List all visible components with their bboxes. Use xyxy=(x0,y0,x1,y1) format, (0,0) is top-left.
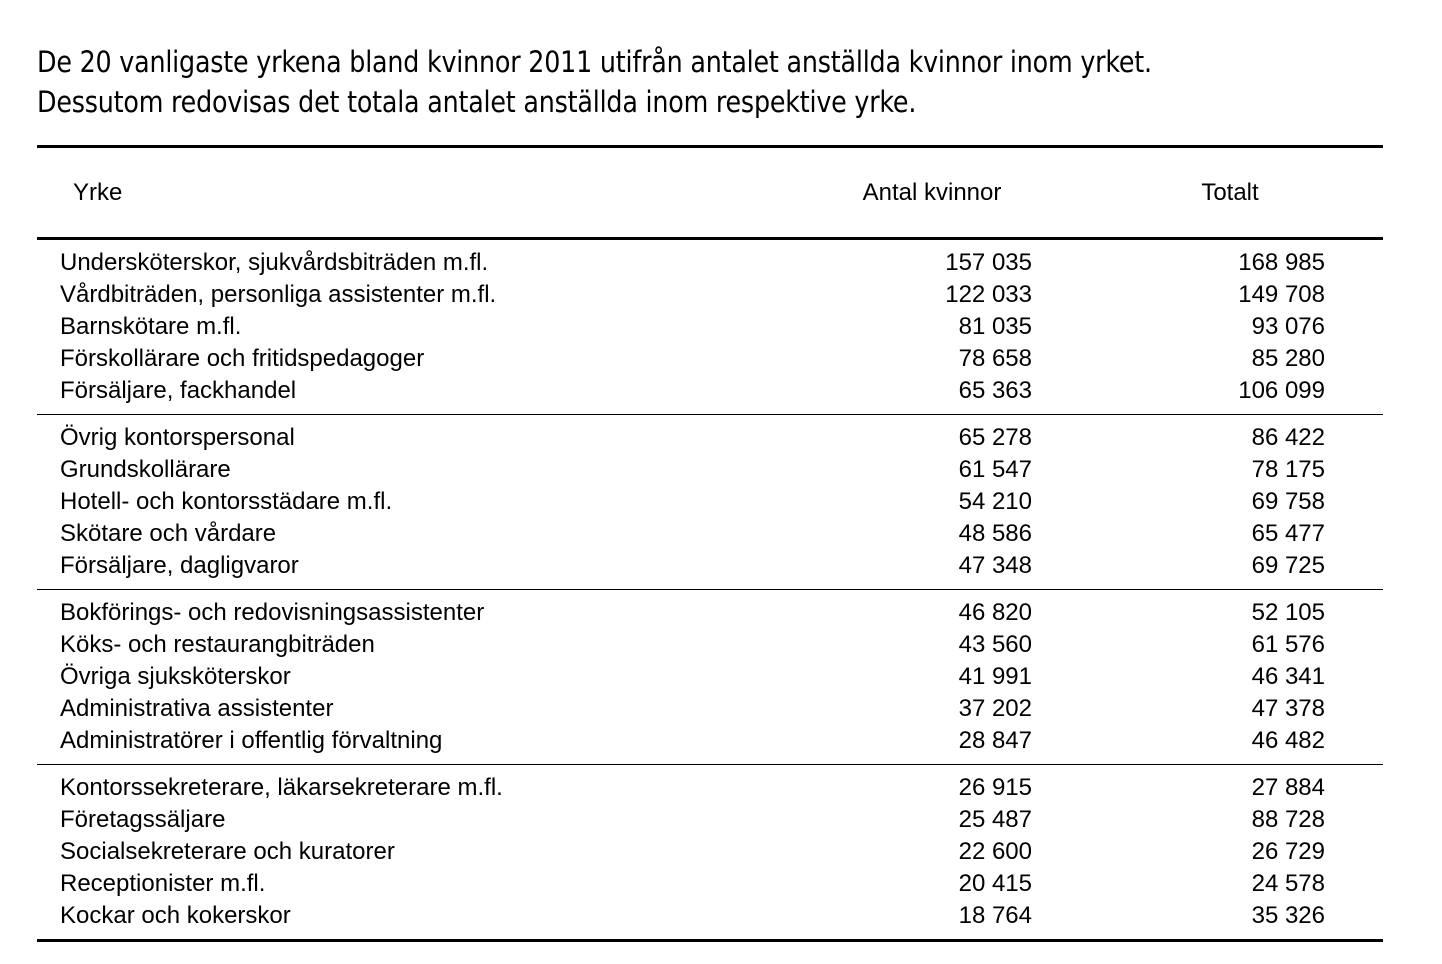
table-row xyxy=(37,693,1383,725)
cell-antal-kvinnor: 61 547 xyxy=(958,456,1032,483)
cell-yrke: Receptionister m.fl. xyxy=(60,870,266,897)
cell-antal-kvinnor: 41 991 xyxy=(958,663,1032,690)
cell-totalt: 35 326 xyxy=(1087,900,1383,941)
table-row xyxy=(37,868,1383,900)
cell-antal-kvinnor: 25 487 xyxy=(958,806,1032,833)
page-title-line-1: De 20 vanligaste yrkena bland kvinnor 2011 utifrån antalet anställda kvinnor inom yrket. xyxy=(37,45,1152,79)
table-row xyxy=(37,804,1383,836)
cell-totalt: 26 729 xyxy=(1251,838,1325,865)
cell-yrke: Socialsekreterare och kuratorer xyxy=(60,838,395,865)
column-header-antal-kvinnor: Antal kvinnor xyxy=(797,147,1087,239)
table-body xyxy=(37,239,1383,941)
cell-yrke: Grundskollärare xyxy=(60,456,231,483)
cell-yrke: Företagssäljare xyxy=(60,806,226,833)
table-row xyxy=(37,550,1383,590)
cell-yrke: Övriga sjuksköterskor xyxy=(60,663,291,690)
cell-antal-kvinnor: 81 035 xyxy=(958,313,1032,340)
cell-antal-kvinnor: 46 820 xyxy=(958,599,1032,626)
cell-antal-kvinnor: 65 363 xyxy=(797,375,1087,415)
cell-totalt: 88 728 xyxy=(1251,806,1325,833)
page-title-line-2: Dessutom redovisas det totala antalet anställda inom respektive yrke. xyxy=(37,85,917,119)
cell-totalt: 69 725 xyxy=(1087,550,1383,590)
table-row xyxy=(37,765,1383,805)
column-header-yrke: Yrke xyxy=(37,147,797,239)
cell-totalt: 65 477 xyxy=(1251,520,1325,547)
cell-antal-kvinnor: 78 658 xyxy=(958,345,1032,372)
cell-yrke: Undersköterskor, sjukvårdsbiträden m.fl. xyxy=(60,249,489,276)
cell-yrke: Kontorssekreterare, läkarsekreterare m.fl. xyxy=(60,774,503,801)
cell-totalt: 27 884 xyxy=(1251,774,1325,801)
table-row xyxy=(37,343,1383,375)
cell-yrke: Försäljare, fackhandel xyxy=(37,375,797,415)
cell-yrke: Hotell- och kontorsstädare m.fl. xyxy=(60,488,393,515)
cell-yrke: Bokförings- och redovisningsassistenter xyxy=(60,599,485,626)
cell-yrke: Barnskötare m.fl. xyxy=(60,313,242,340)
occupations-table xyxy=(37,145,1383,942)
cell-yrke: Kockar och kokerskor xyxy=(37,900,797,941)
table-row xyxy=(37,661,1383,693)
cell-antal-kvinnor: 20 415 xyxy=(958,870,1032,897)
cell-antal-kvinnor: 54 210 xyxy=(958,488,1032,515)
cell-antal-kvinnor: 122 033 xyxy=(945,281,1032,308)
cell-antal-kvinnor: 37 202 xyxy=(958,695,1032,722)
column-header-totalt: Totalt xyxy=(1087,147,1383,239)
table-row xyxy=(37,518,1383,550)
cell-antal-kvinnor: 48 586 xyxy=(958,520,1032,547)
cell-antal-kvinnor: 26 915 xyxy=(958,774,1032,801)
cell-yrke: Skötare och vårdare xyxy=(60,520,277,547)
cell-totalt: 47 378 xyxy=(1251,695,1325,722)
cell-totalt: 78 175 xyxy=(1251,456,1325,483)
cell-yrke: Administratörer i offentlig förvaltning xyxy=(37,725,797,765)
table-row xyxy=(37,486,1383,518)
cell-totalt: 93 076 xyxy=(1251,313,1325,340)
cell-totalt: 61 576 xyxy=(1251,631,1325,658)
cell-totalt: 69 758 xyxy=(1251,488,1325,515)
table-row xyxy=(37,629,1383,661)
cell-yrke: Köks- och restaurangbiträden xyxy=(60,631,375,658)
table-row xyxy=(37,725,1383,765)
table-row xyxy=(37,900,1383,941)
cell-yrke: Försäljare, dagligvaror xyxy=(37,550,797,590)
cell-totalt: 46 482 xyxy=(1087,725,1383,765)
table-row xyxy=(37,279,1383,311)
table-row xyxy=(37,454,1383,486)
table-header-row xyxy=(37,147,1383,239)
cell-antal-kvinnor: 18 764 xyxy=(797,900,1087,941)
cell-totalt: 106 099 xyxy=(1087,375,1383,415)
cell-totalt: 149 708 xyxy=(1238,281,1325,308)
cell-antal-kvinnor: 22 600 xyxy=(958,838,1032,865)
cell-totalt: 85 280 xyxy=(1251,345,1325,372)
occupations-table-container xyxy=(37,145,1383,942)
cell-yrke: Övrig kontorspersonal xyxy=(60,424,295,451)
cell-antal-kvinnor: 43 560 xyxy=(958,631,1032,658)
cell-totalt: 24 578 xyxy=(1251,870,1325,897)
cell-antal-kvinnor: 47 348 xyxy=(797,550,1087,590)
cell-totalt: 52 105 xyxy=(1251,599,1325,626)
cell-yrke: Administrativa assistenter xyxy=(60,695,334,722)
cell-totalt: 168 985 xyxy=(1238,249,1325,276)
cell-yrke: Förskollärare och fritidspedagoger xyxy=(60,345,425,372)
cell-totalt: 46 341 xyxy=(1251,663,1325,690)
table-row xyxy=(37,311,1383,343)
cell-yrke: Vårdbiträden, personliga assistenter m.fl. xyxy=(60,281,497,308)
table-row xyxy=(37,415,1383,455)
cell-totalt: 86 422 xyxy=(1251,424,1325,451)
table-row xyxy=(37,836,1383,868)
table-row xyxy=(37,239,1383,280)
table-row xyxy=(37,375,1383,415)
page-title xyxy=(37,42,1407,122)
cell-antal-kvinnor: 65 278 xyxy=(958,424,1032,451)
cell-antal-kvinnor: 28 847 xyxy=(797,725,1087,765)
table-row xyxy=(37,590,1383,630)
cell-antal-kvinnor: 157 035 xyxy=(945,249,1032,276)
table-header xyxy=(37,147,1383,239)
